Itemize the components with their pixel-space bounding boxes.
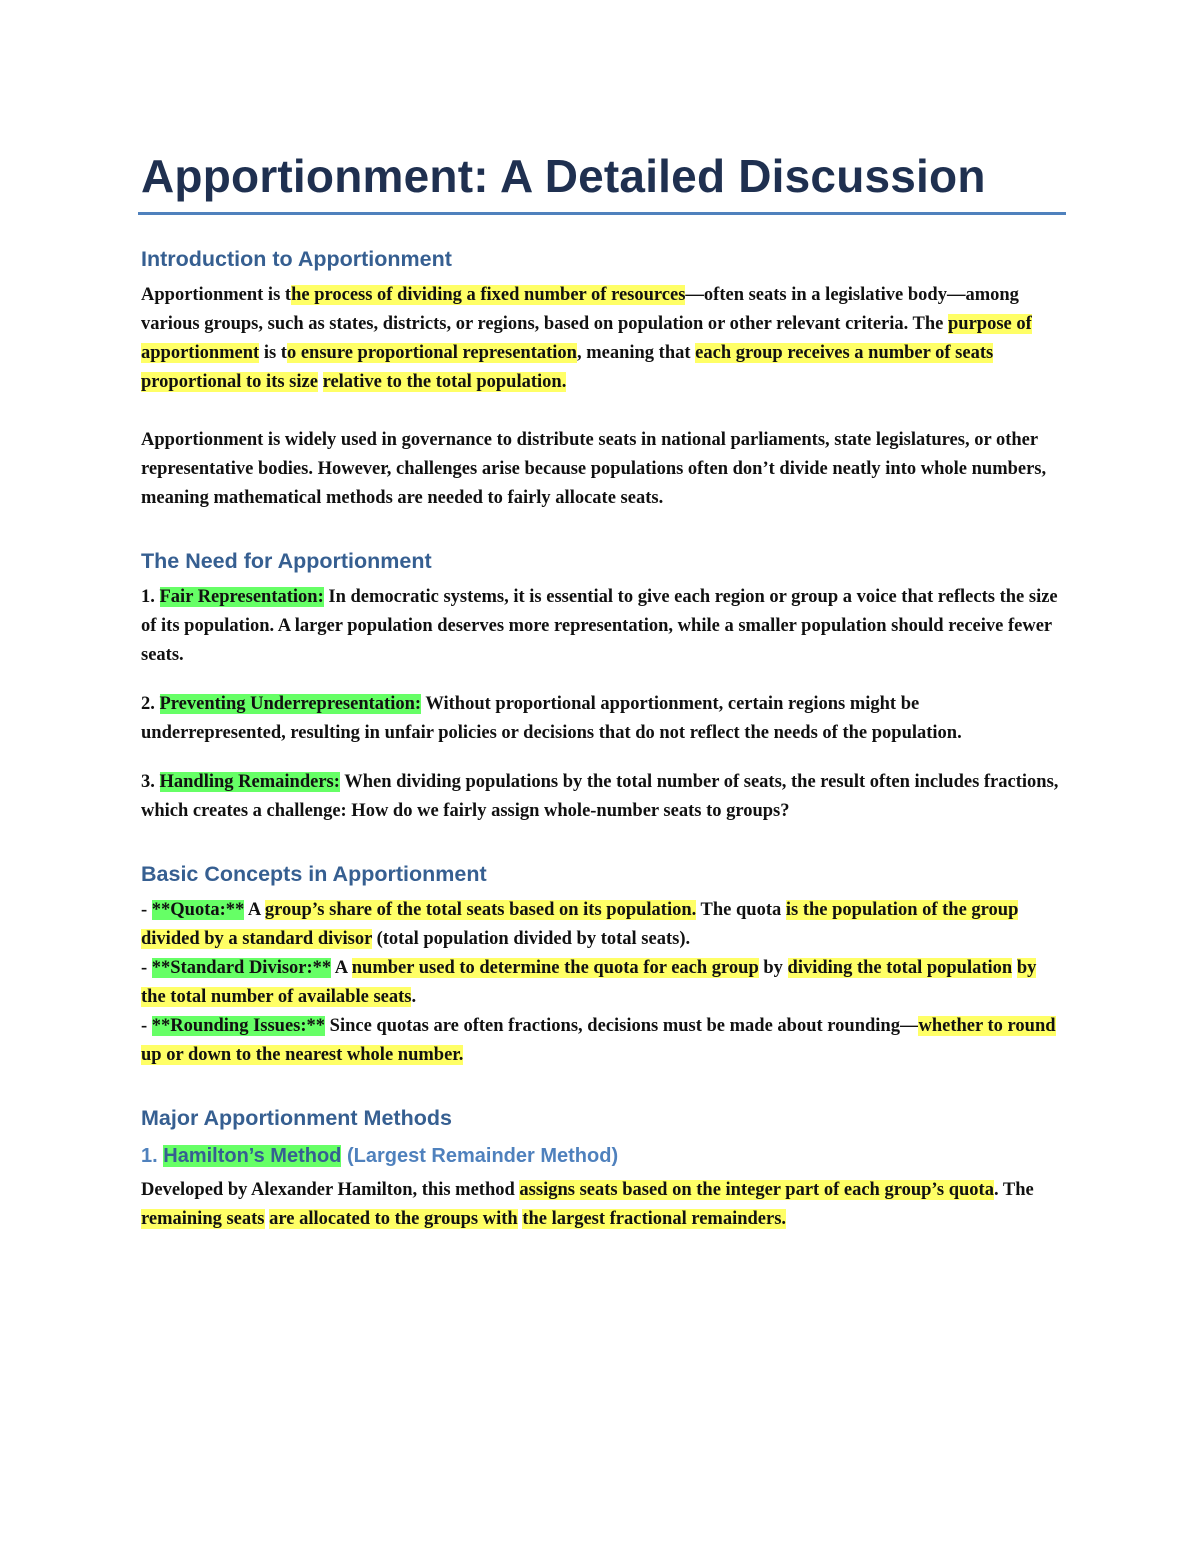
highlight-yellow: he process of dividing a fixed number of resources [291, 285, 686, 305]
text-run: Without proportional apportionment, certain regions might be underrepresented, resulting in unfair policies or decisions that do not reflect the needs of the population. [141, 694, 962, 743]
highlight-green: **Standard Divisor:** [151, 958, 332, 978]
intro-paragraph-2: Apportionment is widely used in governance to distribute seats in national parliaments, state legislatures, or other representative bodies. However, challenges arise because populations often don’t divide neatly into whole numbers, meaning mathematical methods are needed to fairly allocate seats. [141, 430, 1047, 508]
highlight-green: **Quota:** [151, 900, 245, 920]
highlight-yellow: is the population of the group [785, 900, 1019, 920]
highlight-green: Hamilton’s Method [163, 1145, 342, 1167]
text-run: When dividing populations by the total number of seats, the result often includes fractions, which creates a challenge: How do we fairly assign whole-number seats to groups? [141, 772, 1059, 821]
text-run: . The [993, 1180, 1034, 1200]
highlight-yellow: number used to determine the quota for each group [351, 958, 759, 978]
highlight-yellow: are allocated to the groups with [269, 1209, 518, 1229]
heading-methods: Major Apportionment Methods [141, 1106, 452, 1130]
need-item-handling-remainders [141, 768, 1063, 826]
highlight-yellow: relative to the total population. [322, 372, 567, 392]
document-body [141, 148, 1063, 1234]
highlight-green: Handling Remainders: [159, 772, 340, 792]
text-run: - [141, 900, 152, 920]
heading-concepts: Basic Concepts in Apportionment [141, 862, 487, 886]
text-run: Since quotas are often fractions, decisions must be made about rounding— [325, 1016, 919, 1036]
list-number: 1. [141, 1145, 164, 1167]
list-number: 2. [141, 694, 160, 714]
highlight-yellow: assigns seats based on the integer part of each group’s quota [519, 1180, 994, 1200]
text-run: by [758, 958, 788, 978]
highlight-yellow: group’s share of the total seats based on its population. [264, 900, 697, 920]
highlight-yellow: by the total number of available seats [141, 958, 1037, 1007]
need-item-preventing-underrepresentation [141, 690, 1063, 748]
highlight-green: **Rounding Issues:** [151, 1016, 326, 1036]
text-run: . [411, 987, 417, 1007]
text-run: A [244, 900, 265, 920]
highlight-yellow: whether to round up or down to the nearest whole number. [141, 1016, 1056, 1065]
highlight-yellow: the largest fractional remainders. [522, 1209, 787, 1229]
text-run: The quota [696, 900, 786, 920]
highlight-green: Fair Representation: [159, 587, 324, 607]
concept-rounding-issues [141, 1012, 1063, 1070]
text-run: is t [259, 343, 287, 363]
highlight-yellow: divided by a standard divisor [141, 929, 372, 949]
highlight-yellow: remaining seats [141, 1209, 265, 1229]
heading-introduction: Introduction to Apportionment [141, 247, 452, 271]
text-run: —often seats in a legislative body—among various groups, such as states, districts, or regions, based on population or other relevant criteria. The [141, 285, 1019, 334]
text-run: Developed by Alexander Hamilton, this method [141, 1180, 520, 1200]
subheading-hamilton [141, 1142, 1063, 1170]
concepts-list [141, 896, 1063, 1070]
page-title: Apportionment: A Detailed Discussion [141, 150, 986, 202]
highlight-yellow: o ensure proportional representation [286, 343, 577, 363]
text-run: , meaning that [576, 343, 696, 363]
need-list [141, 583, 1063, 826]
list-number: 1. [141, 587, 160, 607]
text-run: (Largest Remainder Method) [341, 1145, 619, 1167]
list-number: 3. [141, 772, 160, 792]
concept-standard-divisor [141, 954, 1063, 1012]
hamilton-paragraph [141, 1176, 1063, 1234]
text-run [318, 372, 323, 392]
title-underline [138, 212, 1066, 215]
text-run: A [331, 958, 352, 978]
highlight-yellow: dividing the total population [787, 958, 1013, 978]
text-run: - [141, 958, 152, 978]
highlight-yellow: each group receives a number of seats proportional to its size [141, 343, 994, 392]
text-run: (total population divided by total seats). [371, 929, 691, 949]
concept-quota [141, 896, 1063, 954]
need-item-fair-representation [141, 583, 1063, 670]
text-run: Apportionment is t [141, 285, 292, 305]
highlight-green: Preventing Underrepresentation: [159, 694, 422, 714]
heading-need: The Need for Apportionment [141, 549, 432, 573]
text-run: - [141, 1016, 152, 1036]
highlight-yellow: purpose of apportionment [141, 314, 1032, 363]
text-run: In democratic systems, it is essential to give each region or group a voice that reflects the size of its population. A larger population deserves more representation, while a smaller population should receive fewer seats. [141, 587, 1058, 665]
intro-paragraph-1 [141, 281, 1063, 397]
